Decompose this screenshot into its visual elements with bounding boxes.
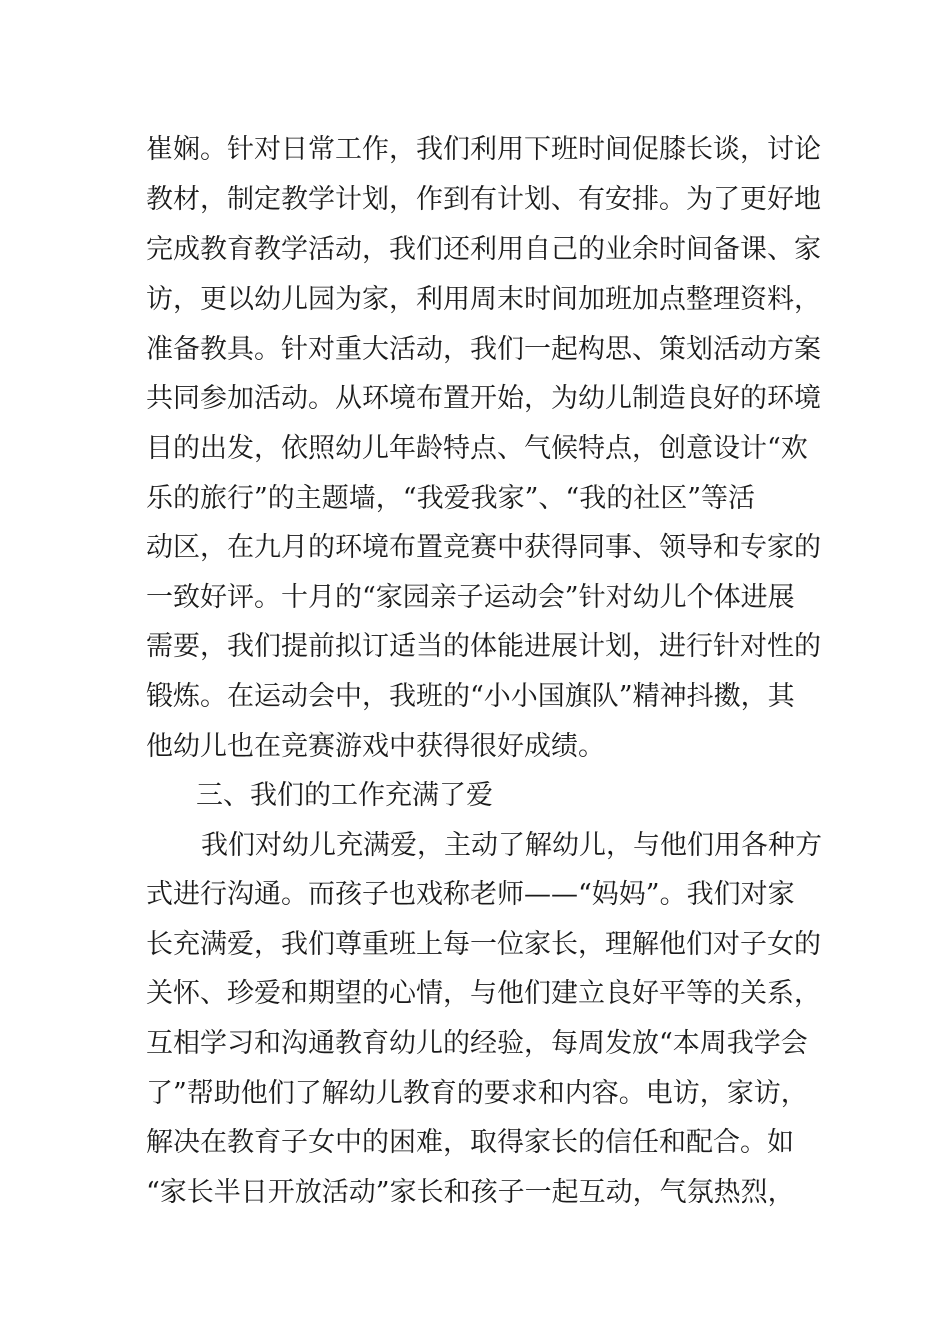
- paragraph-line: 目的出发，依照幼儿年龄特点、气候特点，创意设计“欢: [146, 433, 808, 464]
- paragraph-line: 互相学习和沟通教育幼儿的经验，每周发放“本周我学会: [146, 1028, 808, 1059]
- paragraph-line: 他幼儿也在竞赛游戏中获得很好成绩。: [146, 731, 605, 762]
- paragraph-line: 我们对幼儿充满爱，主动了解幼儿，与他们用各种方: [201, 830, 822, 861]
- paragraph-line: 完成教育教学活动，我们还利用自己的业余时间备课、家: [146, 234, 821, 265]
- paragraph-line: 乐的旅行”的主题墙，“我爱我家”、“我的社区”等活: [146, 483, 756, 514]
- paragraph-line: 访，更以幼儿园为家，利用周末时间加班加点整理资料，: [146, 284, 821, 315]
- paragraph-line: 崔娴。针对日常工作，我们利用下班时间促膝长谈，讨论: [146, 134, 821, 165]
- paragraph-line: 动区，在九月的环境布置竞赛中获得同事、领导和专家的: [146, 532, 821, 563]
- section-heading: 三、我们的工作充满了爱: [196, 780, 493, 811]
- paragraph-line: 锻炼。在运动会中，我班的“小小国旗队”精神抖擞，其: [146, 681, 795, 712]
- paragraph-line: 教材，制定教学计划，作到有计划、有安排。为了更好地: [146, 184, 821, 215]
- paragraph-line: 式进行沟通。而孩子也戏称老师——“妈妈”。我们对家: [146, 879, 795, 910]
- paragraph-line: 关怀、珍爱和期望的心情，与他们建立良好平等的关系，: [146, 978, 821, 1009]
- paragraph-line: 解决在教育子女中的困难，取得家长的信任和配合。如: [146, 1127, 794, 1158]
- paragraph-line: 了”帮助他们了解幼儿教育的要求和内容。电访，家访，: [146, 1078, 808, 1109]
- paragraph-line: 准备教具。针对重大活动，我们一起构思、策划活动方案: [146, 334, 821, 365]
- paragraph-line: 共同参加活动。从环境布置开始，为幼儿制造良好的环境: [146, 383, 821, 414]
- paragraph-line: “家长半日开放活动”家长和孩子一起互动，气氛热烈，: [146, 1177, 795, 1208]
- paragraph-line: 一致好评。十月的“家园亲子运动会”针对幼儿个体进展: [146, 582, 795, 613]
- paragraph-line: 长充满爱，我们尊重班上每一位家长，理解他们对子女的: [146, 929, 821, 960]
- paragraph-line: 需要，我们提前拟订适当的体能进展计划，进行针对性的: [146, 631, 821, 662]
